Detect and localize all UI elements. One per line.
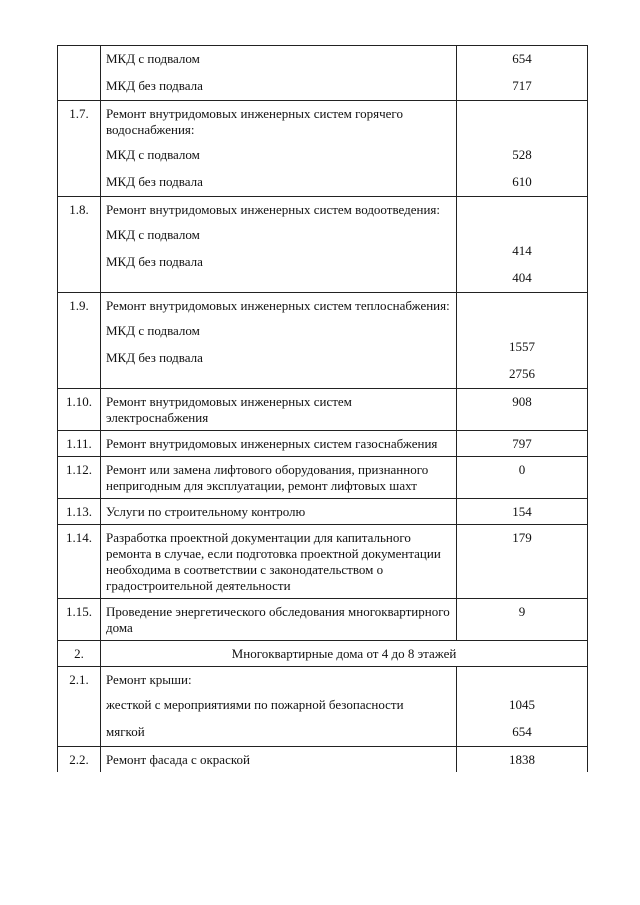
row-value: 1838: [457, 747, 588, 773]
sub-item-label: МКД с подвалом: [106, 51, 200, 66]
row-value: [457, 667, 588, 747]
row-title: Разработка проектной документации для капитального ремонта в случае, если подготовка проектной документации необходима в соответствии с законодательством о градостроительной деятельности: [106, 530, 441, 593]
row-value: [457, 101, 588, 197]
table-row: [58, 599, 588, 641]
row-number: 1.14.: [58, 525, 101, 599]
sub-item-value: 654: [512, 51, 532, 66]
row-description: [101, 599, 457, 641]
sub-item-value: 404: [512, 270, 532, 285]
sub-item-label: МКД без подвала: [106, 174, 203, 189]
table-row: [58, 747, 588, 773]
sub-item-value: 2756: [509, 366, 535, 381]
row-number: 2.1.: [58, 667, 101, 747]
table-row: [58, 525, 588, 599]
row-title: Ремонт внутридомовых инженерных систем электроснабжения: [106, 394, 352, 425]
sub-item-label: жесткой с мероприятиями по пожарной безопасности: [106, 697, 404, 712]
row-description: [101, 525, 457, 599]
row-title: Услуги по строительному контролю: [106, 504, 306, 519]
row-description: [101, 747, 457, 773]
row-number: 1.11.: [58, 431, 101, 457]
sub-item-value: 654: [512, 724, 532, 739]
row-number: 1.12.: [58, 457, 101, 499]
row-title: Ремонт внутридомовых инженерных систем газоснабжения: [106, 436, 438, 451]
sub-item-value: 528: [512, 147, 532, 162]
row-number: 1.15.: [58, 599, 101, 641]
row-value: 908: [457, 389, 588, 431]
row-title: Проведение энергетического обследования многоквартирного дома: [106, 604, 450, 635]
row-description: [101, 667, 457, 747]
table-row: [58, 293, 588, 389]
row-number: [58, 46, 101, 101]
table-row: [58, 431, 588, 457]
row-title: Ремонт внутридомовых инженерных систем горячего водоснабжения:: [106, 106, 403, 137]
section-row: [58, 641, 588, 667]
row-number: 2.2.: [58, 747, 101, 773]
row-description: [101, 431, 457, 457]
sub-item-value: 610: [512, 174, 532, 189]
row-description: [101, 499, 457, 525]
row-value: 0: [457, 457, 588, 499]
cost-table: [57, 45, 588, 772]
row-description: [101, 293, 457, 389]
row-value: 154: [457, 499, 588, 525]
row-value: [457, 197, 588, 293]
row-title: Ремонт внутридомовых инженерных систем водоотведения:: [106, 202, 440, 217]
sub-item-label: МКД с подвалом: [106, 323, 200, 338]
row-value: [457, 293, 588, 389]
sub-item-label: МКД без подвала: [106, 350, 203, 365]
row-value: [457, 46, 588, 101]
table-row: [58, 101, 588, 197]
table-row: [58, 389, 588, 431]
row-number: 1.7.: [58, 101, 101, 197]
sub-item-label: МКД без подвала: [106, 254, 203, 269]
row-value: 179: [457, 525, 588, 599]
row-number: 1.13.: [58, 499, 101, 525]
row-number: 2.: [58, 641, 101, 667]
row-number: 1.9.: [58, 293, 101, 389]
table-row: [58, 499, 588, 525]
row-title: Ремонт или замена лифтового оборудования, признанного непригодным для эксплуатации, ремонт лифтовых шахт: [106, 462, 429, 493]
row-title: Ремонт фасада с окраской: [106, 752, 250, 767]
row-title: Ремонт внутридомовых инженерных систем теплоснабжения:: [106, 298, 450, 313]
table-row: [58, 457, 588, 499]
row-title: Ремонт крыши:: [106, 672, 192, 687]
sub-item-label: мягкой: [106, 724, 145, 739]
row-description: [101, 101, 457, 197]
section-title: Многоквартирные дома от 4 до 8 этажей: [101, 641, 588, 667]
sub-item-label: МКД с подвалом: [106, 147, 200, 162]
table-row: [58, 667, 588, 747]
sub-item-value: 717: [512, 78, 532, 93]
table-row: [58, 197, 588, 293]
sub-item-label: МКД без подвала: [106, 78, 203, 93]
row-value: 797: [457, 431, 588, 457]
row-description: [101, 46, 457, 101]
sub-item-value: 414: [512, 243, 532, 258]
row-description: [101, 457, 457, 499]
row-description: [101, 389, 457, 431]
row-number: 1.10.: [58, 389, 101, 431]
row-description: [101, 197, 457, 293]
row-number: 1.8.: [58, 197, 101, 293]
sub-item-value: 1557: [509, 339, 535, 354]
sub-item-label: МКД с подвалом: [106, 227, 200, 242]
row-value: 9: [457, 599, 588, 641]
sub-item-value: 1045: [509, 697, 535, 712]
table-row: [58, 46, 588, 101]
